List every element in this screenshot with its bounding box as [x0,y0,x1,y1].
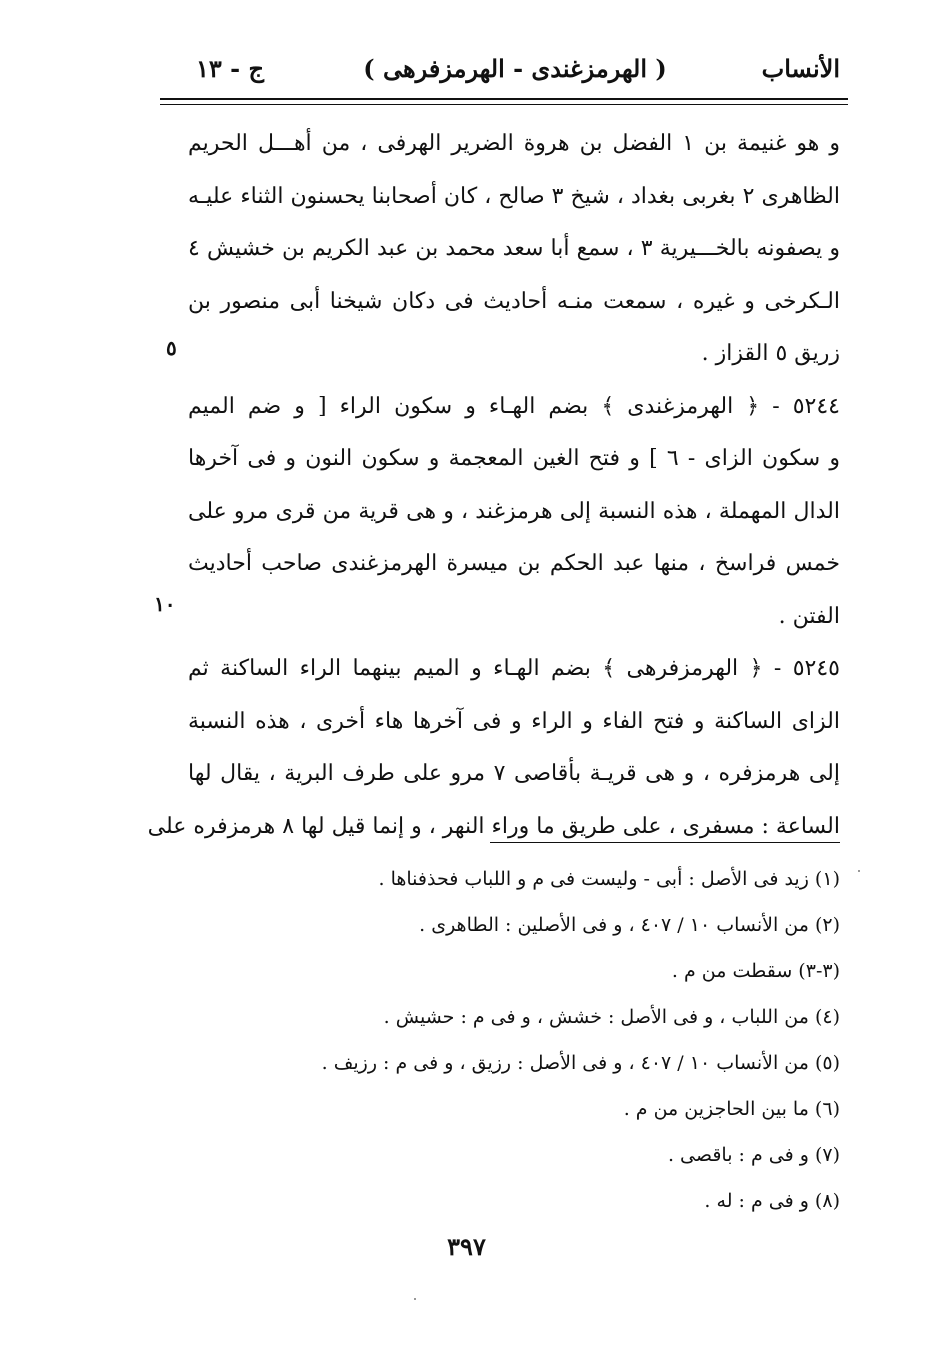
header-rule-thick [160,98,848,100]
header-entry-range: ( الهرمزغندى - الهرمزفرهى ) [363,54,667,83]
footnote: (١) زيد فى الأصل : أبى - وليست فى م و اللباب فحذفناها . [378,868,840,890]
running-header [190,48,840,88]
footnote: (٨) و فى م : له . [704,1190,840,1212]
text-line: الظاهرى ٢ بغربى بغداد ، شيخ ٣ صالح ، كان أصحابنا يحسنون الثناء عليـه [188,183,840,209]
page-number: ٣٩٧ [447,1232,486,1261]
text-line: ٥٢٤٤ - ﴿ الهرمزغندى ﴾ بضم الهـاء و سكون الراء [ و ضم الميم [188,393,840,419]
header-volume: ج - ١٣ [196,54,264,83]
text-line: الساعة : مسفرى ، على طريق ما وراء النهر ، و إنما قيل لها ٨ هرمزفره على [147,813,840,839]
text-line: زريق ٥ القزاز . [701,341,840,366]
footnotes [190,856,840,1224]
scan-speck [858,870,860,872]
footnote: (٦) ما بين الحاجزين من م . [623,1098,840,1120]
footnote-separator [490,842,840,843]
text-line: الـكرخى و غيره ، سمعت منـه أحاديث فى دكان شيخنا أبى منصور بن [188,288,840,314]
text-line: و يصفونه بالخـــيرية ٣ ، سمع أبا سعد محمد بن عبد الكريم بن خشيش ٤ [188,236,840,261]
text-line: و سكون الزاى - ٦ ] و فتح الغين المعجمة و سكون النون و فى آخرها [188,446,840,471]
text-line: ٥٢٤٥ - ﴿ الهرمزفرهى ﴾ بضم الهـاء و الميم بينهما الراء الساكنة ثم [188,656,840,681]
footnote: (٣-٣) سقطت من م . [671,960,840,982]
footnote: (٢) من الأنساب ١٠ / ٤٠٧ ، و فى الأصلين : الطاهرى . [419,914,840,936]
footnote: (٧) و فى م : باقصى . [667,1144,840,1166]
footnote: (٥) من الأنساب ١٠ / ٤٠٧ ، و فى الأصل : رزيق ، و فى م : رزيف . [321,1052,840,1074]
scan-speck [414,1298,416,1300]
text-line: و هو غنيمة بن ١ الفضل بن هروة الضرير الهرفى ، من أهـــل الحريم [188,131,841,156]
footnote: (٤) من اللباب ، و فى الأصل : خشش ، و فى م : حشيش . [383,1006,840,1028]
line-number-5: ٥ [166,336,177,360]
text-line: الفتن . [778,603,840,629]
header-book-title: الأنساب [761,54,840,83]
text-line: إلى هرمزفره ، و هى قريـة بأقاصى ٧ مرو على طرف البرية ، يقال لها [188,761,840,786]
text-line: الدال المهملة ، هذه النسبة إلى هرمزغند ، و هى قرية من قرى مرو على [188,498,840,524]
text-line: خمس فراسخ ، منها عبد الحكم بن ميسرة الهرمزغندى صاحب أحاديث [188,551,840,576]
text-line: الزاى الساكنة و فتح الفاء و الراء و فى آخرها هاء أخرى ، هذه النسبة [188,708,840,734]
line-number-10: ١٠ [154,592,176,616]
header-rule-thin [160,104,848,105]
